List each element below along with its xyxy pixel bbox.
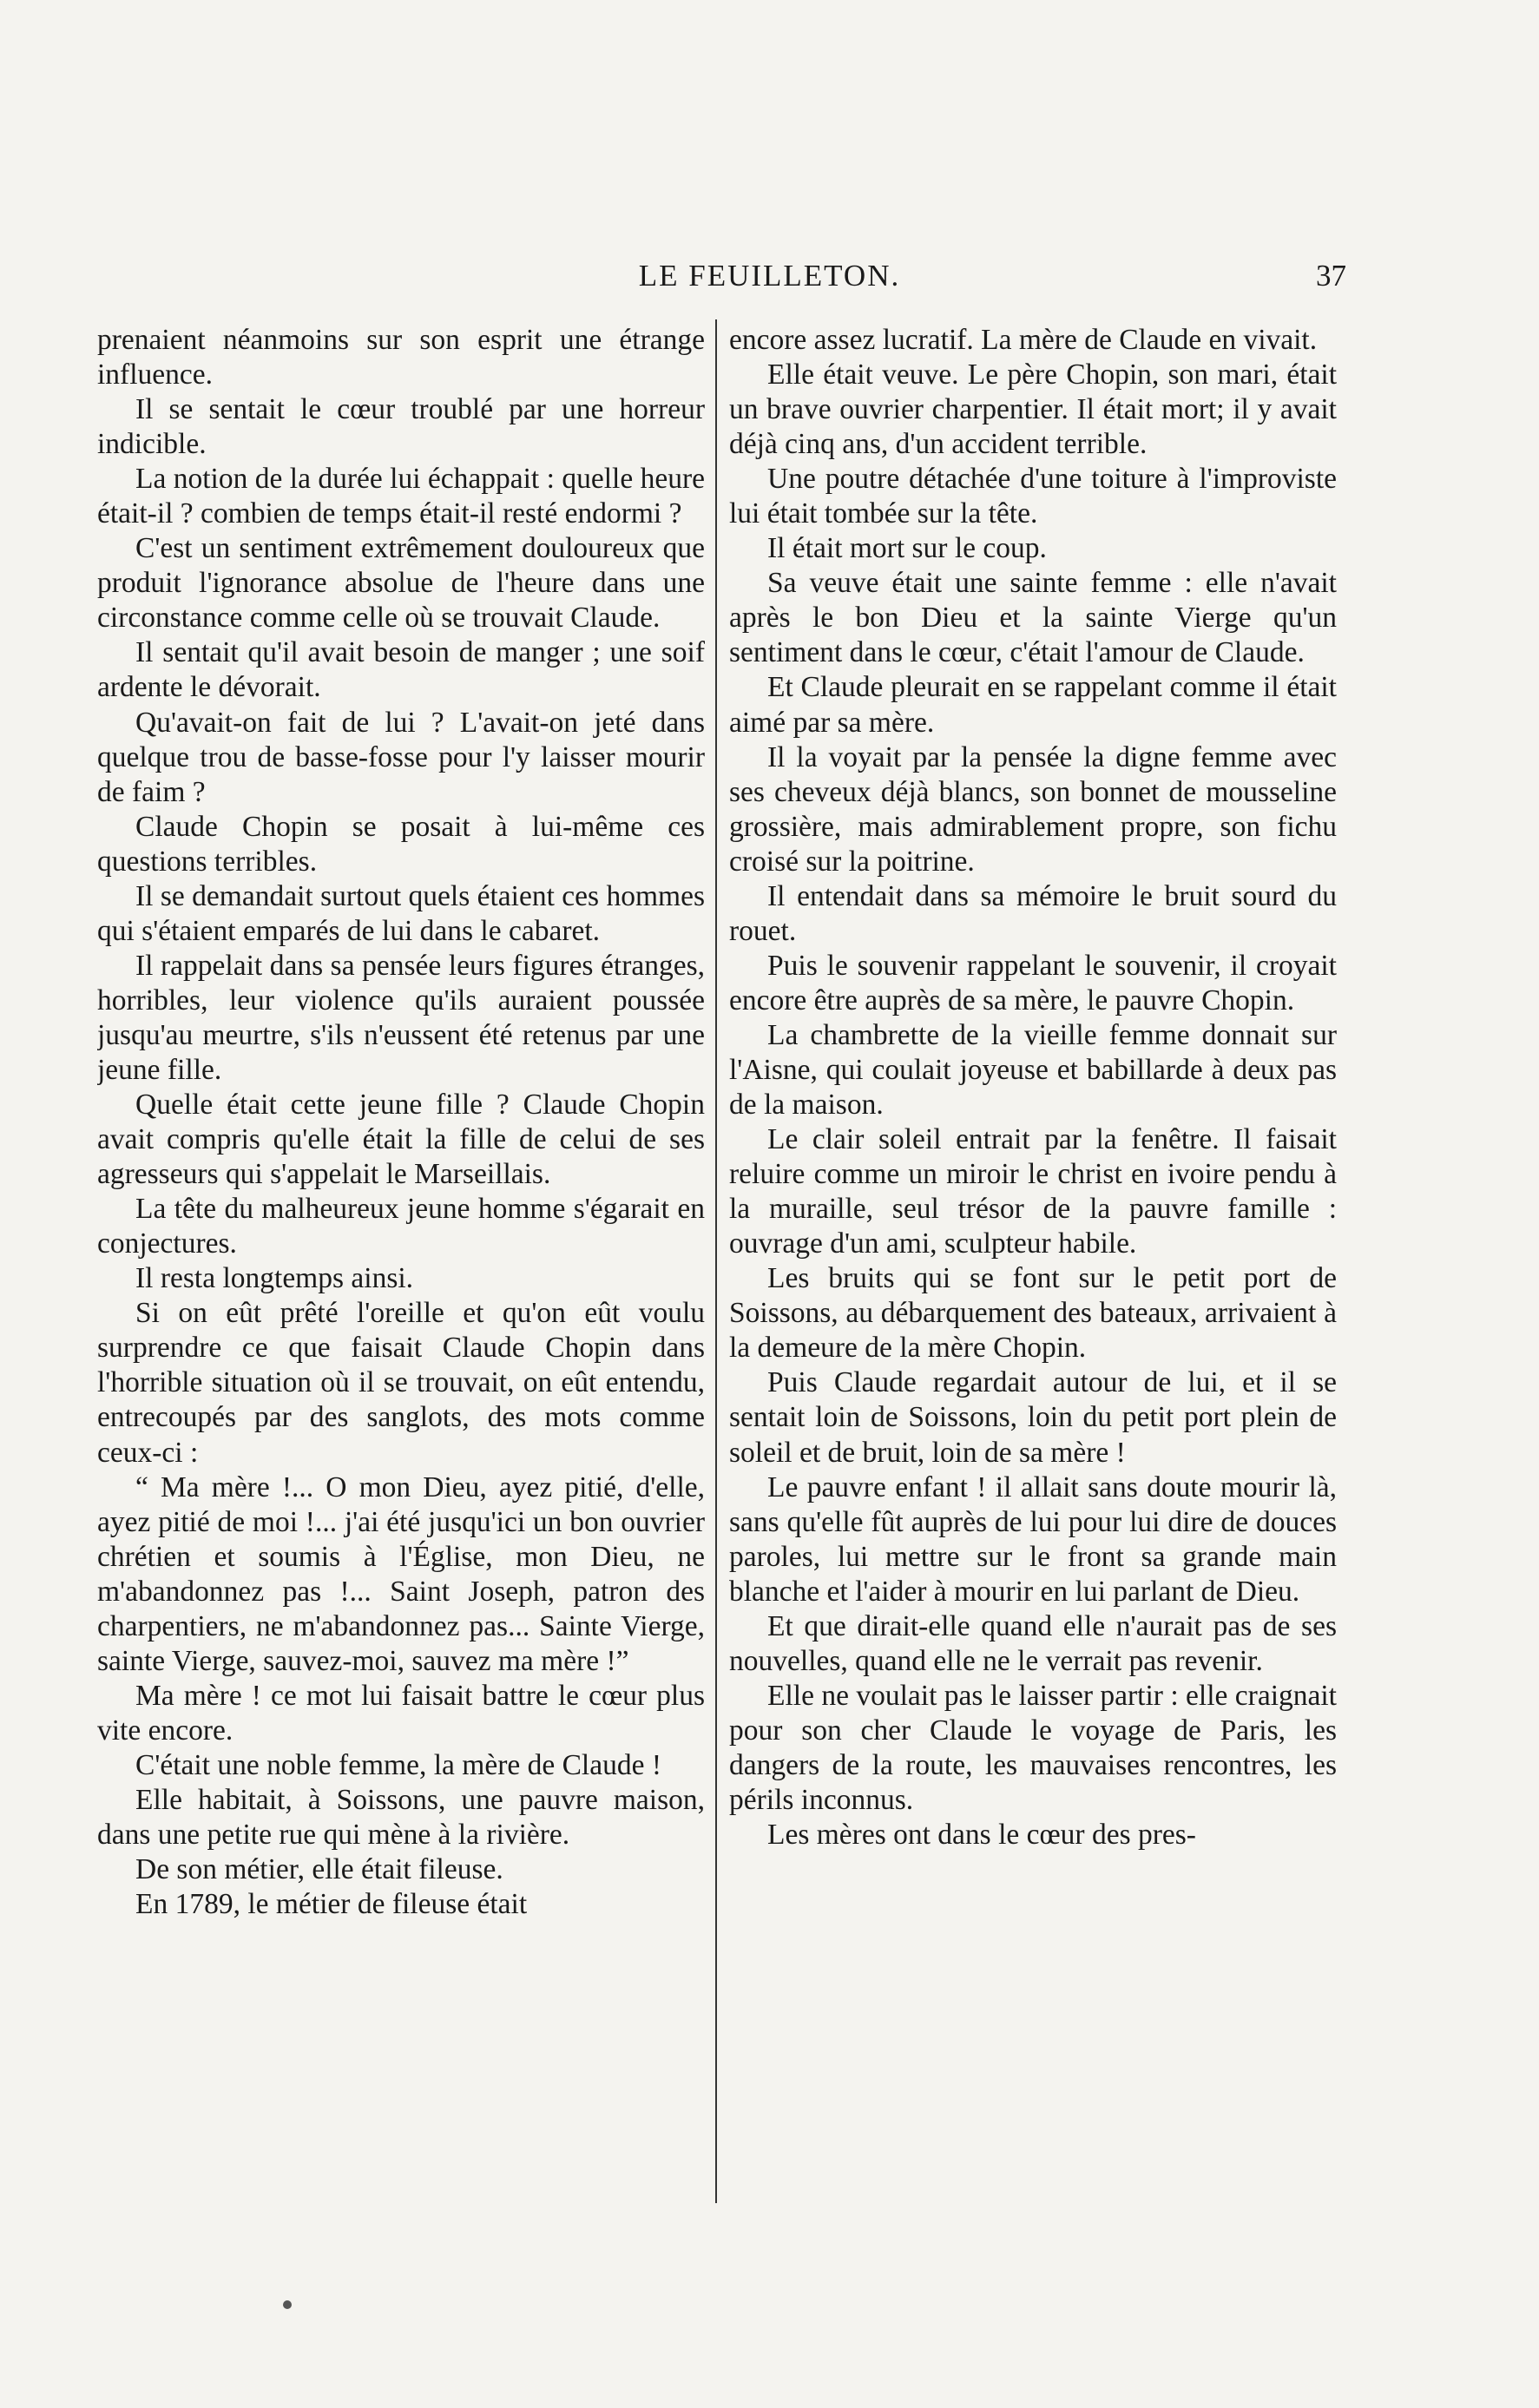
- paragraph: Claude Chopin se posait à lui-même ces questions terribles.: [97, 810, 705, 878]
- ink-speck: [283, 2300, 292, 2309]
- paragraph: Qu'avait-on fait de lui ? L'avait-on jeté dans quelque trou de basse-fosse pour l'y laisser mourir de faim ?: [97, 706, 705, 808]
- paragraph: La chambrette de la vieille femme donnait sur l'Aisne, qui coulait joyeuse et babillarde à deux pas de la maison.: [729, 1018, 1337, 1122]
- paragraph: Il se sentait le cœur troublé par une horreur indicible.: [97, 393, 705, 461]
- paragraph: Et que dirait-elle quand elle n'aurait pas de ses nouvelles, quand elle ne le verrait pas revenir.: [729, 1609, 1337, 1677]
- paragraph: Il rappelait dans sa pensée leurs figures étranges, horribles, leur violence qu'ils auraient poussée jusqu'au meurtre, s'ils n'eussent été retenus par une jeune fille.: [97, 949, 705, 1086]
- paragraph: C'était une noble femme, la mère de Claude !: [135, 1748, 662, 1781]
- paragraph: C'est un sentiment extrêmement douloureux que produit l'ignorance absolue de l'heure dans une circonstance comme celle où se trouvait Claude.: [97, 532, 705, 635]
- column-divider: [715, 319, 717, 2203]
- paragraph: Il resta longtemps ainsi.: [135, 1262, 414, 1295]
- page-number: 37: [1316, 259, 1346, 293]
- paragraph: Il se demandait surtout quels étaient ces hommes qui s'étaient emparés de lui dans le cabaret.: [97, 879, 705, 947]
- page-header: [0, 259, 1539, 302]
- paragraph: Il sentait qu'il avait besoin de manger ; une soif ardente le dévorait.: [97, 636, 705, 704]
- paragraph: Le pauvre enfant ! il allait sans doute mourir là, sans qu'elle fût auprès de lui pour lui dire de douces paroles, lui mettre sur le front sa grande main blanche et l'aider à mourir en lui parlant de Dieu.: [729, 1470, 1337, 1608]
- paragraph: En 1789, le métier de fileuse était: [135, 1888, 528, 1921]
- paragraph: encore assez lucratif. La mère de Claude en vivait.: [729, 324, 1318, 356]
- paragraph: Si on eût prêté l'oreille et qu'on eût voulu surprendre ce que faisait Claude Chopin dans l'horrible situation où il se trouvait, on eût entendu, entrecoupés par des sanglots, des mots comme ceux-ci :: [97, 1297, 705, 1469]
- paragraph: Sa veuve était une sainte femme : elle n'avait après le bon Dieu et la sainte Vierge qu'un sentiment dans le cœur, c'était l'amour de Claude.: [729, 567, 1337, 669]
- left-column: [97, 323, 705, 2155]
- paragraph: Elle ne voulait pas le laisser partir : elle craignait pour son cher Claude le voyage de Paris, les dangers de la route, les mauvaises rencontres, les périls inconnus.: [729, 1679, 1337, 1816]
- paragraph: Le clair soleil entrait par la fenêtre. Il faisait reluire comme un miroir le christ en ivoire pendu à la muraille, seul trésor de la pauvre famille : ouvrage d'un ami, sculpteur habile.: [729, 1123, 1337, 1260]
- paragraph: Il entendait dans sa mémoire le bruit sourd du rouet.: [729, 879, 1337, 947]
- paragraph: Les mères ont dans le cœur des pres-: [767, 1819, 1196, 1852]
- running-title: LE FEUILLETON.: [638, 259, 901, 293]
- paragraph: De son métier, elle était fileuse.: [135, 1853, 503, 1886]
- paragraph: Les bruits qui se font sur le petit port de Soissons, au débarquement des bateaux, arrivaient à la demeure de la mère Chopin.: [729, 1262, 1337, 1365]
- paragraph: Puis le souvenir rappelant le souvenir, il croyait encore être auprès de sa mère, le pauvre Chopin.: [729, 949, 1337, 1016]
- paragraph: Quelle était cette jeune fille ? Claude Chopin avait compris qu'elle était la fille de celui de ses agresseurs qui s'appelait le Marseillais.: [97, 1089, 705, 1191]
- paragraph: Ma mère ! ce mot lui faisait battre le cœur plus vite encore.: [97, 1679, 705, 1747]
- paragraph: Une poutre détachée d'une toiture à l'improviste lui était tombée sur la tête.: [729, 463, 1337, 530]
- paragraph: La tête du malheureux jeune homme s'égarait en conjectures.: [97, 1193, 705, 1260]
- right-column: [729, 323, 1337, 2155]
- paragraph: Et Claude pleurait en se rappelant comme il était aimé par sa mère.: [729, 671, 1337, 739]
- paragraph: “ Ma mère !... O mon Dieu, ayez pitié, d'elle, ayez pitié de moi !... j'ai été jusqu'ici un bon ouvrier chrétien et soumis à l'Église, mon Dieu, ne m'abandonnez pas !... Saint Joseph, patron des charpentiers, ne m'abandonnez pas... Sainte Vierge, sainte Vierge, sauvez-moi, sauvez ma mère !”: [97, 1470, 705, 1677]
- paragraph: prenaient néanmoins sur son esprit une étrange influence.: [97, 324, 705, 391]
- paragraph: Puis Claude regardait autour de lui, et il se sentait loin de Soissons, loin du petit port plein de soleil et de bruit, loin de sa mère !: [729, 1366, 1337, 1469]
- paragraph: La notion de la durée lui échappait : quelle heure était-il ? combien de temps était-il resté endormi ?: [97, 463, 705, 530]
- paragraph: Elle habitait, à Soissons, une pauvre maison, dans une petite rue qui mène à la rivière.: [97, 1783, 705, 1852]
- paragraph: Elle était veuve. Le père Chopin, son mari, était un brave ouvrier charpentier. Il était mort; il y avait déjà cinq ans, d'un accident terrible.: [729, 359, 1337, 461]
- paragraph: Il était mort sur le coup.: [767, 532, 1047, 565]
- paragraph: Il la voyait par la pensée la digne femme avec ses cheveux déjà blancs, son bonnet de mousseline grossière, mais admirablement propre, son fichu croisé sur la poitrine.: [729, 740, 1337, 878]
